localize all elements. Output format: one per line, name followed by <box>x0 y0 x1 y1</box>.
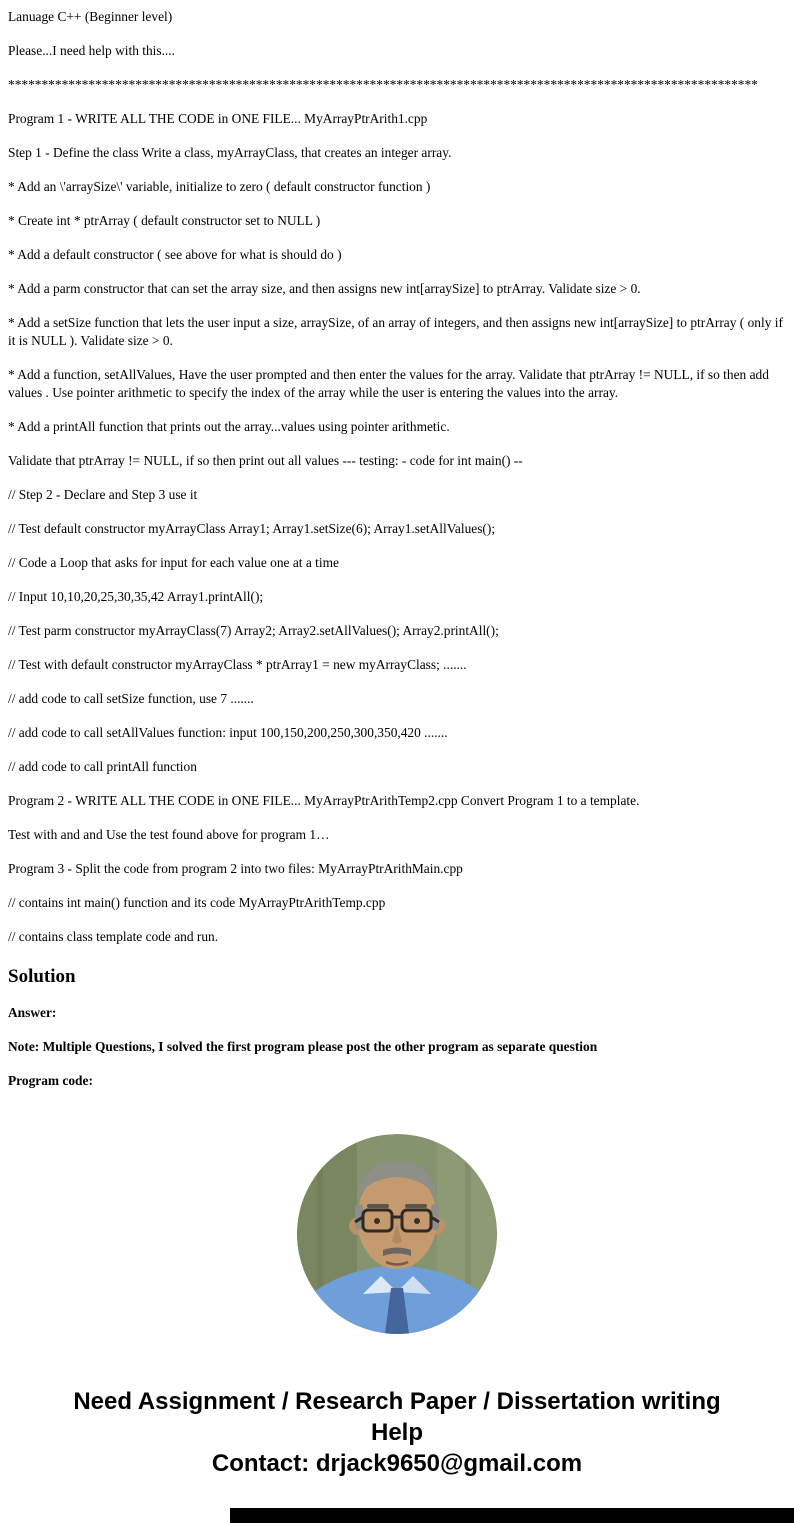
question-paragraph: // contains int main() function and its code MyArrayPtrArithTemp.cpp <box>8 895 386 910</box>
question-paragraph: * Add a printAll function that prints out the array...values using pointer arithmetic. <box>8 419 450 434</box>
question-paragraph: Program 3 - Split the code from program 2 into two files: MyArrayPtrArithMain.cpp <box>8 861 463 876</box>
question-paragraph: Program 2 - WRITE ALL THE CODE in ONE FILE... MyArrayPtrArithTemp2.cpp Convert Program 1 to a template. <box>8 793 640 808</box>
question-section <box>0 8 794 1090</box>
question-paragraph: Test with and and Use the test found above for program 1… <box>8 827 330 842</box>
program-code-label: Program code: <box>8 1073 93 1088</box>
question-paragraph: Program 1 - WRITE ALL THE CODE in ONE FILE... MyArrayPtrArith1.cpp <box>8 111 428 126</box>
promo-banner <box>47 1386 747 1479</box>
question-paragraph: // Test parm constructor myArrayClass(7) Array2; Array2.setAllValues(); Array2.printAll(); <box>8 623 499 638</box>
question-paragraph: Lanuage C++ (Beginner level) <box>8 9 173 24</box>
question-paragraph: // add code to call setSize function, use 7 ....... <box>8 691 254 706</box>
solution-heading: Solution <box>8 966 76 987</box>
tutor-photo-illustration <box>297 1134 497 1334</box>
promo-contact-email: Contact: drjack9650@gmail.com <box>211 1450 583 1477</box>
promo-headline: Need Assignment / Research Paper / Dissertation writing Help <box>73 1388 721 1446</box>
question-paragraph: // add code to call setAllValues function: input 100,150,200,250,300,350,420 ....... <box>8 725 448 740</box>
question-paragraph: Please...I need help with this.... <box>8 43 175 58</box>
question-paragraph: // Test with default constructor myArrayClass * ptrArray1 = new myArrayClass; ....... <box>8 657 467 672</box>
question-paragraph: * Create int * ptrArray ( default constructor set to NULL ) <box>8 213 321 228</box>
question-paragraph: Step 1 - Define the class Write a class, myArrayClass, that creates an integer array. <box>8 145 452 160</box>
question-paragraph: * Add an \'arraySize\' variable, initialize to zero ( default constructor function ) <box>8 179 431 194</box>
solution-note: Note: Multiple Questions, I solved the first program please post the other program as separate question <box>8 1039 598 1054</box>
question-paragraph: Validate that ptrArray != NULL, if so then print out all values --- testing: - code for int main() -- <box>8 453 523 468</box>
tutor-avatar <box>297 1134 497 1334</box>
bottom-black-bar <box>230 1508 794 1523</box>
question-paragraph: * Add a parm constructor that can set the array size, and then assigns new int[arraySize] to ptrArray. Validate size > 0. <box>8 281 641 296</box>
question-paragraph: // add code to call printAll function <box>8 759 197 774</box>
question-paragraph: // contains class template code and run. <box>8 929 219 944</box>
question-paragraphs <box>8 8 786 946</box>
question-paragraph: // Test default constructor myArrayClass Array1; Array1.setSize(6); Array1.setAllValues(); <box>8 521 496 536</box>
question-paragraph: // Step 2 - Declare and Step 3 use it <box>8 487 198 502</box>
question-paragraph: // Input 10,10,20,25,30,35,42 Array1.printAll(); <box>8 589 264 604</box>
question-paragraph: * Add a setSize function that lets the user input a size, arraySize, of an array of integers, and then assigns new int[arraySize] to ptrArray ( only if it is NULL ). Validate size > 0. <box>8 315 783 348</box>
question-paragraph: **************************************************************************************************************** <box>8 77 758 92</box>
question-paragraph: * Add a default constructor ( see above for what is should do ) <box>8 247 342 262</box>
question-paragraph: // Code a Loop that asks for input for each value one at a time <box>8 555 339 570</box>
question-paragraph: * Add a function, setAllValues, Have the user prompted and then enter the values for the array. Validate that ptrArray != NULL, if so then add values . Use pointer arithmetic to specify the index of the array while the user is entering the values into the array. <box>8 367 769 400</box>
answer-label: Answer: <box>8 1005 57 1020</box>
